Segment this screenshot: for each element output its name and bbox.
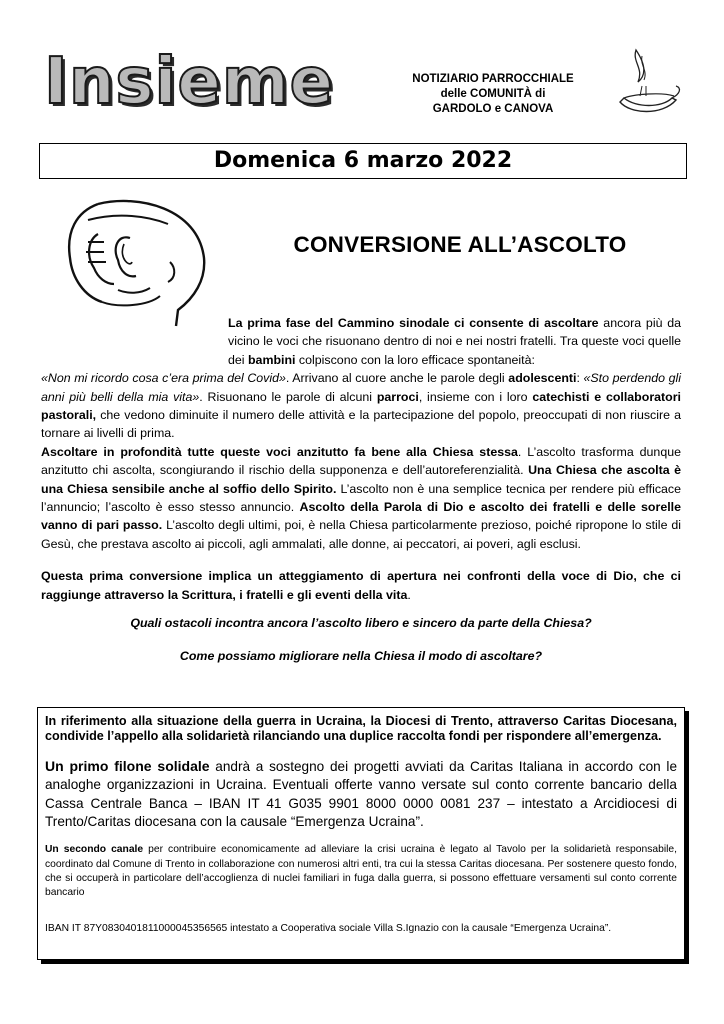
text-run: L’ascolto non è una semplice tecnica per rendere più efficace l’annuncio; l’ascolto è esso stesso annuncio.: [41, 481, 681, 515]
text-run: che vedono diminuite il numero delle attività e la partecipazione del popolo, preoccupati di non riuscire a tornare ai livelli di prima.: [41, 408, 681, 441]
text-run: Questa prima conversione implica un atteggiamento di apertura nei confronti della voce di Dio, che ci raggiunge attraverso la Scrittura, i fratelli e gli eventi della vita: [41, 569, 681, 602]
text-run: adolescenti: [508, 371, 577, 386]
text-run: L’ascolto degli ultimi, poi, è nella Chiesa particolarmente prezioso, poiché ripropone lo stile di Gesù, che prestava ascolto ai piccoli, agli ammalati, alle donne, ai peccatori, ai poveri, agli esclusi.: [41, 518, 681, 551]
text-run: bambini: [247, 352, 296, 367]
first-channel-lead: Un primo filone solidale: [45, 758, 210, 775]
reflection-question-2: Come possiamo migliorare nella Chiesa il modo di ascoltare?: [179, 648, 543, 663]
issue-date: Domenica 6 marzo 2022: [39, 143, 687, 179]
reflection-question-1: Quali ostacoli incontra ancora l’ascolto libero e sincero da parte della Chiesa?: [130, 616, 592, 631]
text-run: . Risuonano le parole di alcuni: [199, 389, 377, 404]
text-run: , insieme con i loro: [418, 389, 533, 404]
text-run: Ascoltare in profondità tutte queste voci anzitutto fa bene alla Chiesa stessa: [41, 444, 518, 459]
text-run: parroci: [376, 389, 419, 404]
article-paragraph-1: [228, 314, 681, 369]
bulletin-subtitle: [393, 72, 593, 117]
first-channel-text: andrà a sostegno dei progetti avviati da Caritas Italiana in accordo con le analoghe organizzazioni in Ucraina. Eventuali offerte vanno versate sul conto corrente bancario della Cassa Centrale Banca – IBAN IT 41 G035 9901 8000 0000 0081 237 – intestato a Arcidiocesi di Trento/Caritas diocesana con la causale “Emergenza Ucraina”.: [45, 759, 677, 830]
second-channel-iban: IBAN IT 87Y0830401811000045356565 intestato a Cooperativa sociale Villa S.Ignazio con la causale “Emergenza Ucraina”.: [45, 923, 612, 935]
text-run: :: [576, 371, 584, 386]
subtitle-line-2: delle COMUNITÀ di: [440, 88, 546, 100]
article-paragraph-3: [41, 567, 681, 604]
subtitle-line-1: NOTIZIARIO PARROCCHIALE: [412, 73, 574, 85]
text-run: catechisti e collaboratori pastorali,: [41, 389, 681, 423]
text-run: «Sto perdendo gli anni più belli della mia vita»: [41, 371, 681, 404]
ukraine-appeal-box: [37, 707, 685, 960]
second-channel-lead: Un secondo canale: [45, 844, 144, 856]
second-channel-text: per contribuire economicamente ad alleviare la crisi ucraina è legato al Tavolo per la solidarietà responsabile, coordinato dal Comune di Trento in collaborazione con numerosi altri enti, tra cui la stessa Caritas diocesana. Per sostenere questo fondo, che si occuperà in particolare dell’accoglienza di nuclei familiari in fuga dalla guerra, si possono effettuare versamenti sul conto corrente bancario: [45, 844, 677, 898]
insieme-logo: Insieme: [44, 45, 334, 119]
text-run: Una Chiesa che ascolta è una Chiesa sensibile anche al soffio dello Spirito.: [41, 463, 682, 496]
masthead: [38, 45, 688, 140]
text-run: colpiscono con la loro efficace spontaneità:: [295, 352, 535, 367]
text-run: .: [407, 587, 411, 602]
article-paragraph-1-continued: [41, 369, 681, 443]
appeal-second-channel: [45, 843, 677, 900]
text-run: La prima fase del Cammino sinodale ci consente di ascoltare: [228, 316, 599, 330]
article-body: [41, 314, 681, 665]
text-run: . L’ascolto trasforma dunque anzitutto chi ascolta, scongiurando il rischio della supponenza e dell’autoreferenzialità.: [41, 444, 681, 478]
text-run: . Arrivano al cuore anche le parole degli: [285, 371, 509, 386]
appeal-first-channel: [45, 757, 677, 831]
listening-ear-icon: [58, 198, 208, 328]
oil-lamp-icon: [614, 44, 684, 124]
article-paragraph-2: [41, 443, 681, 553]
text-run: Ascolto della Parola di Dio e ascolto dei fratelli e delle sorelle vanno di pari passo.: [41, 500, 681, 533]
article-title: CONVERSIONE ALL’ASCOLTO: [293, 232, 627, 257]
text-run: «Non mi ricordo cosa c’era prima del Covid»: [41, 371, 286, 386]
text-run: ancora più da vicino le voci che risuonano dentro di noi e nei nostri fratelli. Tra queste voci quelle dei: [228, 316, 682, 367]
appeal-intro: In riferimento alla situazione della guerra in Ucraina, la Diocesi di Trento, attraverso Caritas Diocesana, condivide l’appello alla solidarietà rilanciando una duplice raccolta fondi per rispondere all’emergenza.: [45, 714, 677, 743]
subtitle-line-3: GARDOLO e CANOVA: [432, 103, 554, 115]
